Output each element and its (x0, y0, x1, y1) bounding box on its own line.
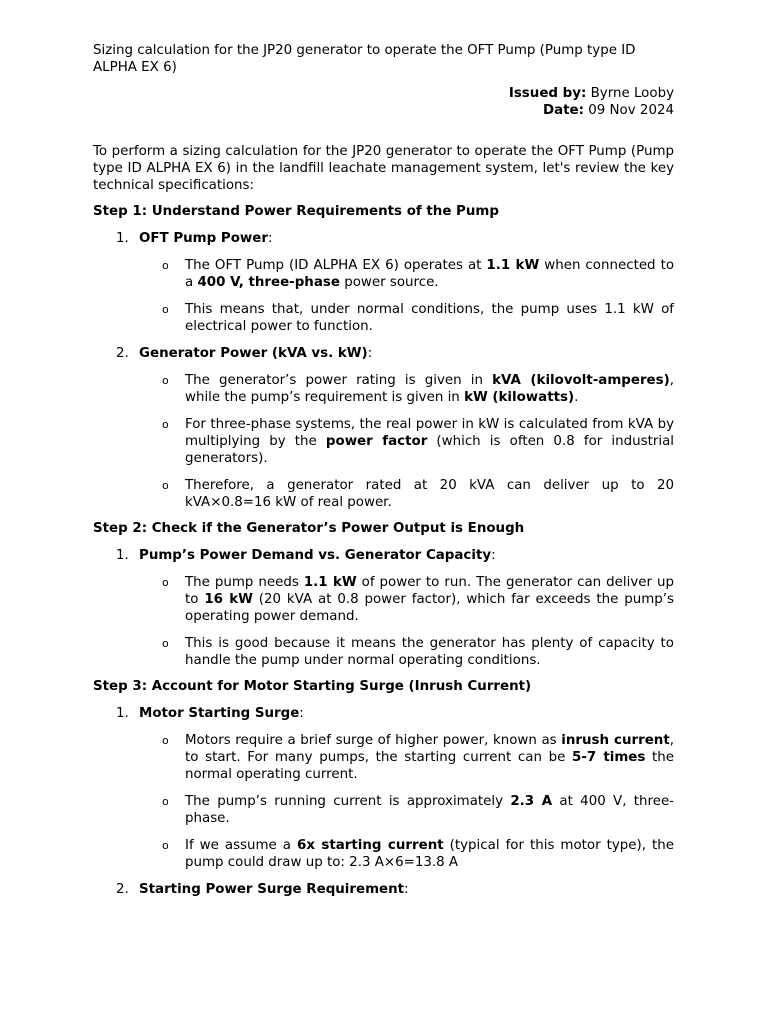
bullet-text: The generator’s power rating is given in (185, 373, 493, 388)
bullet-text: This means that, under normal conditions, the pump uses 1.1 kW of electrical power to function. (185, 302, 674, 334)
bullet-bold-text: 1.1 kW (486, 258, 540, 273)
numbered-item (93, 705, 674, 722)
issued-by-label: Issued by: (508, 86, 587, 101)
date-label: Date: (542, 103, 584, 118)
bullet-bold-text: 2.3 A (510, 794, 553, 809)
step-heading: Step 1: Understand Power Requirements of the Pump (93, 204, 499, 219)
step-heading: Step 2: Check if the Generator’s Power Output is Enough (93, 521, 525, 536)
item-label-suffix: : (367, 346, 373, 361)
bullet-text: If we assume a (185, 838, 298, 853)
bullet-item (93, 372, 674, 406)
bullet-item (93, 837, 674, 871)
bullet-bold-text: kW (kilowatts) (464, 390, 575, 405)
item-number: 2. (116, 882, 129, 897)
bullet-item (93, 635, 674, 669)
bullet-item (93, 574, 674, 625)
bullet-marker: o (162, 418, 169, 431)
bullet-list (93, 372, 674, 511)
numbered-item (93, 230, 674, 247)
numbered-item (93, 881, 674, 898)
bullet-marker: o (162, 637, 169, 650)
bullet-bold-text: kVA (kilovolt-amperes) (492, 373, 670, 388)
bullet-list (93, 257, 674, 335)
bullet-text: Therefore, a generator rated at 20 kVA can deliver up to 20 kVA×0.8=16 kW of real power. (185, 478, 674, 510)
item-number: 1. (116, 706, 129, 721)
item-number: 1. (116, 548, 129, 563)
bullet-text: power source. (339, 275, 439, 290)
bullet-item (93, 477, 674, 511)
steps-container (93, 203, 674, 898)
bullet-bold-text: 16 kW (204, 592, 253, 607)
bullet-text: , while the pump’s requirement is given in (185, 373, 674, 405)
bullet-text: of power to run. The generator can deliver up to (185, 575, 674, 607)
date-value: 09 Nov 2024 (588, 103, 674, 118)
bullet-text: at 400 V, three-phase. (185, 794, 675, 826)
item-label: OFT Pump Power (139, 231, 268, 246)
numbered-item (93, 345, 674, 362)
bullet-marker: o (162, 795, 169, 808)
bullet-bold-text: 5-7 times (572, 750, 646, 765)
bullet-item (93, 732, 674, 783)
bullet-item (93, 257, 674, 291)
numbered-item (93, 547, 674, 564)
bullet-text: The pump needs (185, 575, 304, 590)
bullet-text: , to start. For many pumps, the starting current can be (185, 733, 674, 765)
bullet-text: when connected to a (185, 258, 675, 290)
bullet-marker: o (162, 259, 169, 272)
date-line (93, 102, 674, 119)
item-label: Generator Power (kVA vs. kW) (139, 346, 368, 361)
item-number: 1. (116, 231, 129, 246)
bullet-bold-text: 400 V, three-phase (197, 275, 340, 290)
intro-paragraph: To perform a sizing calculation for the JP20 generator to operate the OFT Pump (Pump type ID ALPHA EX 6) in the landfill leachate management system, let's review the key technical specifications: (93, 144, 674, 193)
item-label-suffix: : (404, 882, 409, 897)
item-label: Pump’s Power Demand vs. Generator Capacity (139, 548, 492, 563)
step-heading: Step 3: Account for Motor Starting Surge (Inrush Current) (93, 679, 532, 694)
item-label: Starting Power Surge Requirement (139, 882, 405, 897)
bullet-text: the normal operating current. (185, 750, 674, 782)
bullet-text: . (574, 390, 579, 405)
item-label-suffix: : (299, 706, 304, 721)
bullet-text: (typical for this motor type), the pump could draw up to: 2.3 A×6=13.8 A (185, 838, 675, 870)
bullet-list (93, 574, 674, 669)
bullet-list (93, 732, 674, 871)
bullet-text: The pump’s running current is approximately (185, 794, 511, 809)
item-label-suffix: : (491, 548, 496, 563)
item-number: 2. (116, 346, 129, 361)
issued-by-line (93, 85, 674, 102)
bullet-text: (which is often 0.8 for industrial generators). (185, 434, 674, 466)
bullet-bold-text: 6x starting current (297, 838, 444, 853)
bullet-marker: o (162, 479, 169, 492)
bullet-item (93, 416, 674, 467)
bullet-marker: o (162, 734, 169, 747)
bullet-bold-text: 1.1 kW (303, 575, 357, 590)
bullet-text: Motors require a brief surge of higher power, known as (185, 733, 562, 748)
bullet-marker: o (162, 374, 169, 387)
bullet-marker: o (162, 303, 169, 316)
bullet-text: This is good because it means the generator has plenty of capacity to handle the pump under normal operating conditions. (185, 636, 674, 668)
item-label: Motor Starting Surge (139, 706, 300, 721)
bullet-text: For three-phase systems, the real power in kW is calculated from kVA by multiplying by the (185, 417, 674, 449)
bullet-bold-text: power factor (325, 434, 428, 449)
bullet-item (93, 301, 674, 335)
document-title: Sizing calculation for the JP20 generator to operate the OFT Pump (Pump type ID ALPHA EX 6) (93, 43, 636, 75)
bullet-text: The OFT Pump (ID ALPHA EX 6) operates at (185, 258, 487, 273)
bullet-bold-text: inrush current (561, 733, 670, 748)
bullet-marker: o (162, 576, 169, 589)
bullet-item (93, 793, 674, 827)
bullet-text: (20 kVA at 0.8 power factor), which far exceeds the pump’s operating power demand. (185, 592, 674, 624)
bullet-marker: o (162, 839, 169, 852)
issued-by-value: Byrne Looby (590, 86, 674, 101)
document-body (93, 42, 674, 898)
item-label-suffix: : (267, 231, 273, 246)
